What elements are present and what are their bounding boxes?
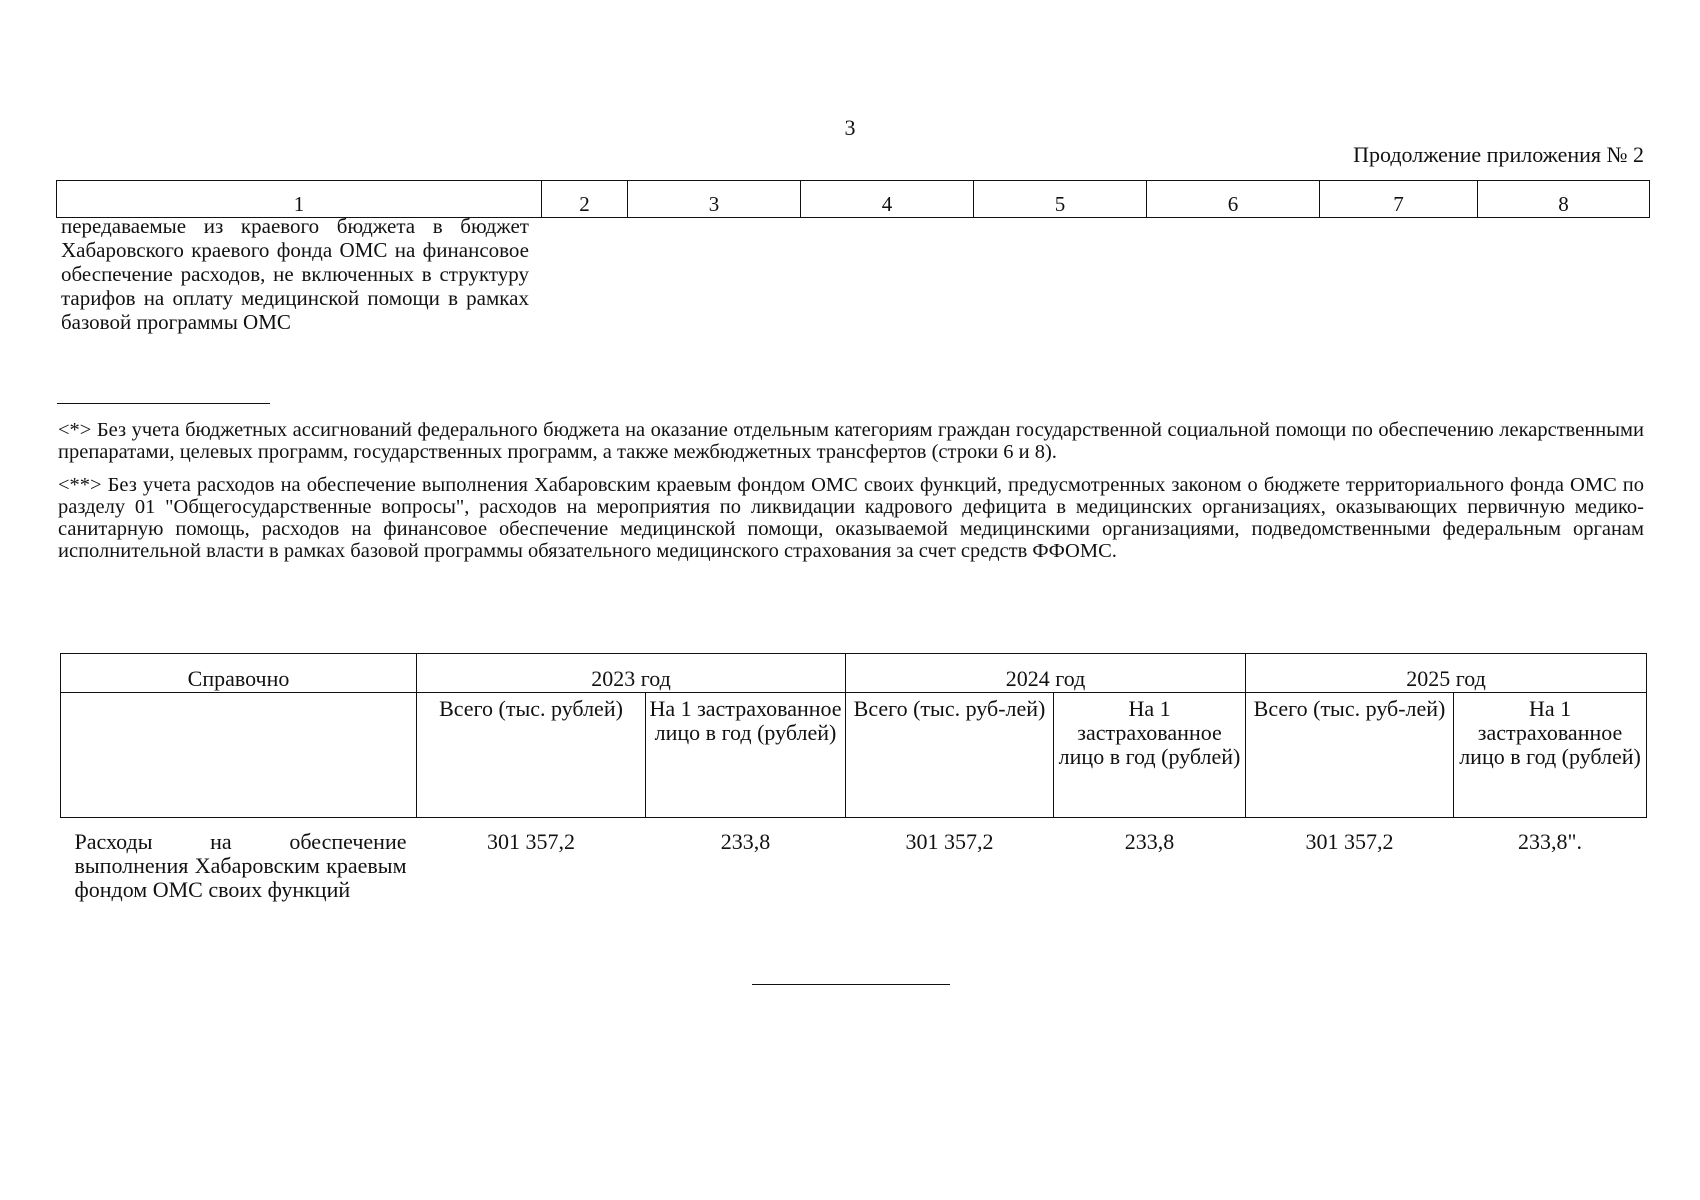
column-number: 6 [1147,181,1320,218]
reference-corner-label: Справочно [61,654,417,693]
column-number: 8 [1478,181,1650,218]
row-label: Расходы на обеспечение выполнения Хабаровским краевым фондом ОМС своих функций [74,829,407,902]
year-header: 2023 год [417,654,846,693]
column-number: 4 [801,181,974,218]
column-number: 5 [974,181,1147,218]
subheader-total: Всего (тыс. руб-лей) [846,693,1054,818]
subheader-per-insured: На 1 застрахованное лицо в год (рублей) [1054,693,1246,818]
subheader-per-insured: На 1 застрахованное лицо в год (рублей) [646,693,846,818]
column-number: 2 [542,181,628,218]
row-continuation-text: передаваемые из краевого бюджета в бюджет Хабаровского краевого фонда ОМС на финансовое обеспечение расходов, не включенных в структуру тарифов на оплату медицинской помощи в рамках базовой программы ОМС [61,214,529,334]
subheader-total: Всего (тыс. руб-лей) [1246,693,1454,818]
value-cell: 301 357,2 [1305,829,1394,854]
footnote-separator [57,403,270,404]
column-numbers-table [56,180,1650,218]
value-cell: 233,8 [1124,829,1175,854]
end-separator [752,984,950,985]
column-numbers-row [57,181,1650,218]
appendix-label: Продолжение приложения № 2 [1353,142,1644,167]
value-cell: 233,8 [720,829,771,854]
column-number: 7 [1320,181,1478,218]
value-cell: 233,8". [1518,829,1583,854]
reference-subheader-row [61,693,1647,818]
reference-table [60,653,1647,950]
page-number: 3 [844,115,856,140]
reference-blank-cell [61,693,417,818]
footnote-1: <*> Без учета бюджетных ассигнований федерального бюджета на оказание отдельным категориям граждан государственной социальной помощи по обеспечению лекарственными препаратами, целевых программ, государственных программ, а также межбюджетных трансфертов (строки 6 и 8). [58,419,1644,463]
column-number: 3 [628,181,801,218]
column-number: 1 [57,181,542,218]
footnote-2: <**> Без учета расходов на обеспечение выполнения Хабаровским краевым фондом ОМС своих функций, предусмотренных законом о бюджете территориального фонда ОМС по разделу 01 "Общегосударственные вопросы", расходов на мероприятия по ликвидации кадрового дефицита в медицинских организациях, оказывающих первичную медико-санитарную помощь, расходов на финансовое обеспечение медицинской помощи, оказываемой медицинскими организациями, подведомственными федеральным органам исполнительной власти в рамках базовой программы обязательного медицинского страхования за счет средств ФФОМС. [58,474,1644,562]
table-row [61,818,1647,951]
year-header: 2024 год [846,654,1246,693]
reference-header-row [61,654,1647,693]
subheader-per-insured: На 1 застрахованное лицо в год (рублей) [1454,693,1647,818]
subheader-total: Всего (тыс. рублей) [417,693,646,818]
value-cell: 301 357,2 [487,829,575,854]
year-header: 2025 год [1246,654,1647,693]
value-cell: 301 357,2 [905,829,994,854]
